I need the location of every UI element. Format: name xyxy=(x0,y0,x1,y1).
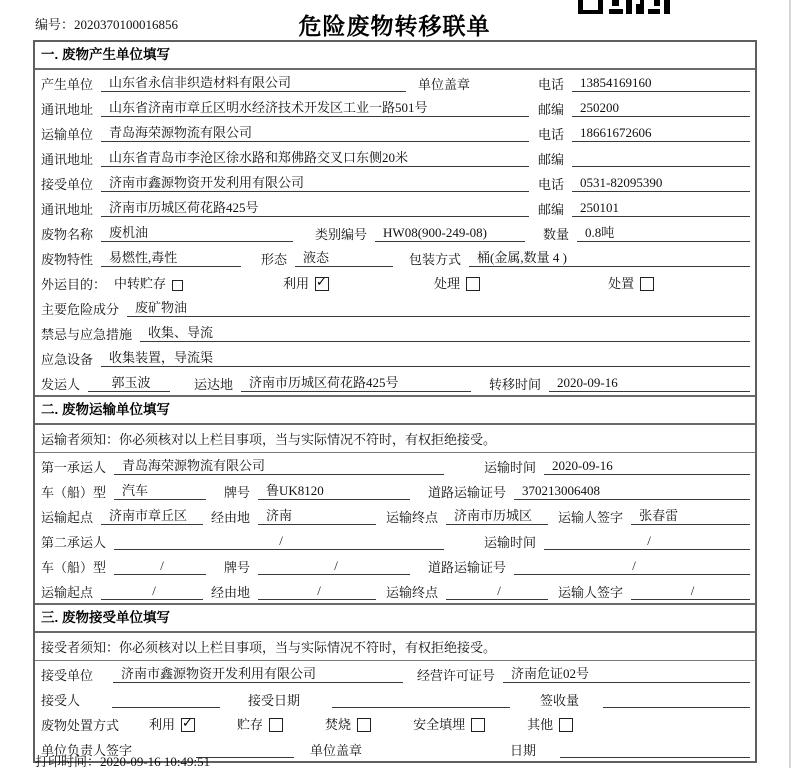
row-route1 xyxy=(35,503,755,528)
phone1-label: 电话 xyxy=(537,77,564,92)
sign2-label: 运输人签字 xyxy=(558,585,624,600)
hazard-value: 废矿物油 xyxy=(127,300,750,317)
acceptor-value xyxy=(112,693,220,708)
waste-name-value: 废机油 xyxy=(101,225,293,242)
purpose-option-label: 中转贮存 xyxy=(114,276,167,291)
date-label: 日期 xyxy=(510,743,537,758)
producer-value: 山东省永信非织造材料有限公司 xyxy=(101,75,406,92)
transporter-notice-text: 运输者须知：你必须核对以上栏目事项，当与实际情况不符时，有权拒绝接受。 xyxy=(41,432,497,447)
time1-value: 2020-09-16 xyxy=(544,458,750,475)
acceptor-label: 接受人 xyxy=(41,693,81,708)
via1-label: 经由地 xyxy=(211,510,251,525)
receiver-notice-text: 接受者须知：你必须核对以上栏目事项，当与实际情况不符时，有权拒绝接受。 xyxy=(41,640,497,655)
license1-label: 道路运输证号 xyxy=(428,485,507,500)
section-producer xyxy=(35,42,755,395)
end2-label: 运输终点 xyxy=(386,585,439,600)
waste-name-label: 废物名称 xyxy=(41,227,94,242)
document-header xyxy=(33,8,756,38)
transfer-form-table xyxy=(33,40,757,763)
license2-value: / xyxy=(514,558,750,575)
received-qty-label: 签收量 xyxy=(540,693,580,708)
sign1-label: 运输人签字 xyxy=(558,510,624,525)
purpose-option-dispose xyxy=(608,273,654,292)
equipment-label: 应急设备 xyxy=(41,352,94,367)
end2-value: / xyxy=(446,583,548,600)
section1-title: 一. 废物产生单位填写 xyxy=(35,42,755,70)
disposal-option-storage xyxy=(237,714,283,733)
row-producer-address xyxy=(35,95,755,120)
row-route2 xyxy=(35,578,755,603)
time1-label: 运输时间 xyxy=(484,460,537,475)
received-qty-value xyxy=(603,693,750,708)
print-time-label: 打印时间： xyxy=(35,754,101,769)
receiver-label: 接受单位 xyxy=(41,177,94,192)
checkbox-disposal-storage xyxy=(269,718,283,732)
row-vehicle1 xyxy=(35,478,755,503)
plate1-label: 牌号 xyxy=(224,485,251,500)
row-producer xyxy=(35,70,755,95)
via1-value: 济南 xyxy=(258,508,376,525)
end1-label: 运输终点 xyxy=(386,510,439,525)
row-taboo-measures xyxy=(35,320,755,345)
row-disposal-method xyxy=(35,711,755,736)
phone2-value: 18661672606 xyxy=(572,125,750,142)
disposal-option-incinerate xyxy=(325,714,371,733)
category-label: 类别编号 xyxy=(315,227,368,242)
permit-label: 经营许可证号 xyxy=(417,668,496,683)
checkbox-disposal-incinerate xyxy=(357,718,371,732)
plate2-value: / xyxy=(258,558,410,575)
disposal-option-label: 其他 xyxy=(527,717,554,732)
receiver-value: 济南市鑫源物资开发利用有限公司 xyxy=(101,175,529,192)
phone2-label: 电话 xyxy=(537,127,564,142)
purpose-option-label: 利用 xyxy=(283,276,310,291)
phone3-label: 电话 xyxy=(537,177,564,192)
page-edge-divider xyxy=(789,0,791,768)
print-time-value: 2020-09-16 10:49:51 xyxy=(100,754,211,769)
row-receiver xyxy=(35,170,755,195)
license2-label: 道路运输证号 xyxy=(428,560,507,575)
purpose-option-label: 处置 xyxy=(608,276,635,291)
row-waste-name xyxy=(35,220,755,245)
vehicle2-value: / xyxy=(114,558,206,575)
zip3-value: 250101 xyxy=(572,200,750,217)
checkbox-disposal-utilize xyxy=(181,718,195,732)
qr-code-fragment-icon xyxy=(578,0,670,18)
disposal-option-label: 焚烧 xyxy=(325,717,352,732)
date-value xyxy=(560,743,750,758)
license1-value: 370213006408 xyxy=(514,483,750,500)
origin1-label: 运输起点 xyxy=(41,510,94,525)
seal-label: 单位盖章 xyxy=(418,77,471,92)
section-transporter xyxy=(35,395,755,603)
addr1-label: 通讯地址 xyxy=(41,102,94,117)
purpose-option-utilize xyxy=(283,273,329,292)
disposal-option-label: 安全填埋 xyxy=(413,717,466,732)
accept-unit-value: 济南市鑫源物资开发利用有限公司 xyxy=(113,666,403,683)
origin1-value: 济南市章丘区 xyxy=(101,508,203,525)
equipment-value: 收集装置，导流渠 xyxy=(101,350,750,367)
vehicle1-label: 车（船）型 xyxy=(41,485,107,500)
unit-seal-label: 单位盖章 xyxy=(310,743,363,758)
transporter-notice xyxy=(35,425,755,453)
responsible-sign-label: 单位负责人签字 xyxy=(41,743,133,758)
section-receiver xyxy=(35,603,755,761)
addr2-label: 通讯地址 xyxy=(41,152,94,167)
phone3-value: 0531-82095390 xyxy=(572,175,750,192)
plate2-label: 牌号 xyxy=(224,560,251,575)
disposal-option-label: 利用 xyxy=(149,717,176,732)
row-second-carrier xyxy=(35,528,755,553)
shipper-value: 郭玉波 xyxy=(88,375,170,392)
destination-label: 运达地 xyxy=(194,377,234,392)
packing-value: 桶(金属,数量 4 ) xyxy=(469,250,750,267)
form-value: 液态 xyxy=(295,250,393,267)
vehicle2-label: 车（船）型 xyxy=(41,560,107,575)
disposal-option-utilize xyxy=(149,714,195,733)
row-emergency-equipment xyxy=(35,345,755,370)
end1-value: 济南市历城区 xyxy=(446,508,548,525)
disposal-option-landfill xyxy=(413,714,485,733)
sign2-value: / xyxy=(631,583,750,600)
purpose-option-label: 处理 xyxy=(434,276,461,291)
addr3-label: 通讯地址 xyxy=(41,202,94,217)
destination-value: 济南市历城区荷花路425号 xyxy=(241,375,471,392)
checkbox-treat xyxy=(466,277,480,291)
accept-unit-label: 接受单位 xyxy=(41,668,94,683)
transfer-date-value: 2020-09-16 xyxy=(549,375,750,392)
checkbox-utilize xyxy=(315,277,329,291)
disposal-option-label: 贮存 xyxy=(237,717,264,732)
character-value: 易燃性,毒性 xyxy=(101,250,241,267)
origin2-label: 运输起点 xyxy=(41,585,94,600)
addr3-value: 济南市历城区荷花路425号 xyxy=(101,200,529,217)
taboo-label: 禁忌与应急措施 xyxy=(41,327,133,342)
row-receiver-address xyxy=(35,195,755,220)
zip1-label: 邮编 xyxy=(537,102,564,117)
zip3-label: 邮编 xyxy=(537,202,564,217)
row-transporter xyxy=(35,120,755,145)
carrier2-value: / xyxy=(114,533,444,550)
checkbox-disposal-landfill xyxy=(471,718,485,732)
row-shipper xyxy=(35,370,755,395)
disposal-option-other xyxy=(527,714,573,733)
row-hazard-component xyxy=(35,295,755,320)
section2-title: 二. 废物运输单位填写 xyxy=(35,397,755,425)
row-waste-character xyxy=(35,245,755,270)
permit-value: 济南危证02号 xyxy=(503,666,750,683)
carrier2-label: 第二承运人 xyxy=(41,535,107,550)
origin2-value: / xyxy=(101,583,203,600)
transfer-date-label: 转移时间 xyxy=(489,377,542,392)
serial-number: 2020370100016856 xyxy=(74,17,179,32)
quantity-label: 数量 xyxy=(543,227,570,242)
vehicle1-value: 汽车 xyxy=(114,483,206,500)
phone1-value: 13854169160 xyxy=(572,75,750,92)
transporter-value: 青岛海荣源物流有限公司 xyxy=(101,125,529,142)
sign1-value: 张春雷 xyxy=(631,508,750,525)
receiver-notice xyxy=(35,633,755,661)
via2-value: / xyxy=(258,583,376,600)
zip2-value xyxy=(572,152,750,167)
form-label: 形态 xyxy=(261,252,288,267)
serial-label: 编号： xyxy=(35,17,75,32)
via2-label: 经由地 xyxy=(211,585,251,600)
character-label: 废物特性 xyxy=(41,252,94,267)
producer-label: 产生单位 xyxy=(41,77,94,92)
carrier1-label: 第一承运人 xyxy=(41,460,107,475)
row-first-carrier xyxy=(35,453,755,478)
checkbox-dispose xyxy=(640,277,654,291)
time2-value: / xyxy=(544,533,750,550)
disposal-label: 废物处置方式 xyxy=(41,718,120,733)
category-value: HW08(900-249-08) xyxy=(375,225,525,242)
accept-date-label: 接受日期 xyxy=(248,693,301,708)
row-acceptor xyxy=(35,686,755,711)
taboo-value: 收集、导流 xyxy=(140,325,750,342)
addr2-value: 山东省青岛市李沧区徐水路和郑佛路交叉口东侧20米 xyxy=(101,150,529,167)
purpose-label: 外运目的： xyxy=(41,277,107,292)
zip2-label: 邮编 xyxy=(537,152,564,167)
accept-date-value xyxy=(332,693,510,708)
section3-title: 三. 废物接受单位填写 xyxy=(35,605,755,633)
hazard-label: 主要危险成分 xyxy=(41,302,120,317)
purpose-option-transfer-storage xyxy=(114,273,183,292)
row-vehicle2 xyxy=(35,553,755,578)
quantity-value: 0.8吨 xyxy=(577,225,750,242)
row-accept-unit xyxy=(35,661,755,686)
packing-label: 包装方式 xyxy=(409,252,462,267)
addr1-value: 山东省济南市章丘区明水经济技术开发区工业一路501号 xyxy=(101,100,529,117)
page-title: 危险废物转移联单 xyxy=(298,13,491,39)
zip1-value: 250200 xyxy=(572,100,750,117)
checkbox-transfer-storage xyxy=(172,280,183,291)
transporter-label: 运输单位 xyxy=(41,127,94,142)
shipper-label: 发运人 xyxy=(41,377,81,392)
checkbox-disposal-other xyxy=(559,718,573,732)
time2-label: 运输时间 xyxy=(484,535,537,550)
plate1-value: 鲁UK8120 xyxy=(258,483,410,500)
purpose-option-treat xyxy=(434,273,480,292)
row-transporter-address xyxy=(35,145,755,170)
responsible-sign-value xyxy=(196,743,294,758)
row-transport-purpose xyxy=(35,270,755,295)
carrier1-value: 青岛海荣源物流有限公司 xyxy=(114,458,444,475)
print-time-line xyxy=(35,751,210,770)
